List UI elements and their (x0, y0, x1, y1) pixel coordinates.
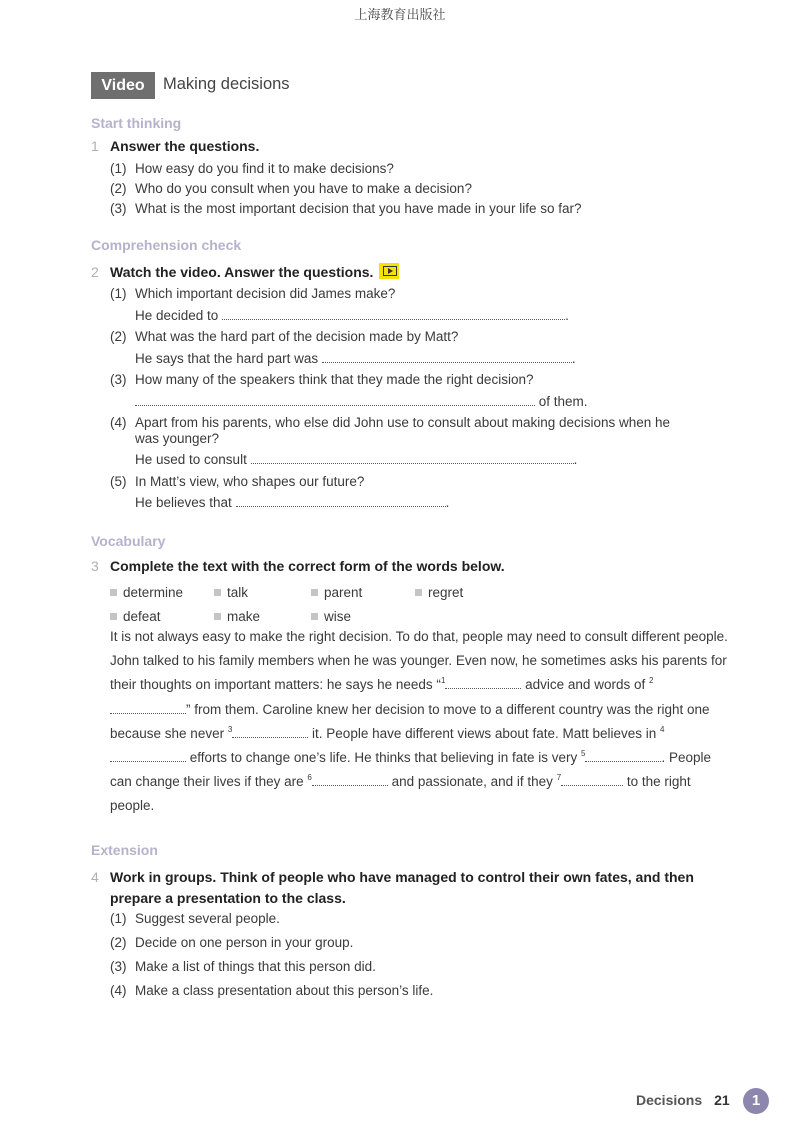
task-number: 3 (91, 558, 99, 574)
video-tag: Video (91, 72, 155, 99)
unit-number-badge: 1 (743, 1088, 769, 1114)
question: (5) In Matt’s view, who shapes our future? (110, 473, 365, 489)
task-number: 4 (91, 869, 99, 885)
section-heading-start-thinking: Start thinking (91, 115, 182, 131)
answer-line: of them. (110, 391, 730, 413)
step: (3) Make a list of things that this person did. (110, 959, 376, 974)
publisher-header: 上海教育出版社 (354, 8, 446, 23)
page-title: Making decisions (163, 75, 290, 93)
word-bank-item: make (214, 605, 311, 629)
word-bank-item: talk (214, 581, 311, 605)
question: (2) Who do you consult when you have to make a decision? (110, 181, 472, 196)
answer-line: He believes that . (135, 495, 450, 510)
answer-line: He decided to . (135, 307, 569, 323)
answer-line: He says that the hard part was . (135, 350, 576, 366)
task-instruction: Complete the text with the correct form of the words below. (110, 558, 505, 574)
task-4 (91, 867, 694, 909)
question: (3) What is the most important decision that you have made in your life so far? (110, 201, 582, 216)
page-number: 21 (714, 1092, 730, 1108)
section-heading-comprehension: Comprehension check (91, 237, 242, 253)
question: (1) Which important decision did James make? (110, 286, 396, 301)
answer-blank[interactable] (251, 451, 574, 464)
question: (2) What was the hard part of the decision made by Matt? (110, 329, 459, 344)
answer-blank[interactable] (236, 494, 446, 507)
answer-blank[interactable] (135, 393, 535, 406)
word-bank-item: defeat (110, 605, 214, 629)
page-footer (636, 1092, 730, 1108)
video-icon[interactable] (379, 263, 399, 279)
task-number: 2 (91, 264, 99, 280)
cloze-blank-6[interactable] (312, 773, 388, 786)
question: (1) How easy do you find it to make decisions? (110, 161, 394, 176)
word-bank-item: regret (415, 581, 519, 605)
cloze-blank-1[interactable] (445, 676, 521, 689)
cloze-blank-7[interactable] (561, 773, 623, 786)
task-2 (91, 263, 399, 280)
word-bank-item: wise (311, 605, 415, 629)
answer-line: He used to consult . (135, 452, 578, 467)
cloze-paragraph: It is not always easy to make the right decision. To do that, people may need to consult different people. John talked to his family members when he was younger. Even now, he sometimes asks his parents for their thoughts on important matters: he says he needs “$^1$ advice and words of $^2$” from them. Caroline knew her decision to move to a different country was the right one because she never $^3$ it. People have different views about fate. Matt believes in $^4$ efforts to change one’s life. He thinks that believing in fate is very $^5$ . People can change their lives if they are $^6$ and passionate, and if they $^7$ to the right people. (110, 629, 728, 814)
cloze-blank-2[interactable] (110, 701, 186, 714)
word-bank (110, 581, 610, 629)
section-heading-vocabulary: Vocabulary (91, 533, 166, 549)
answer-blank[interactable] (322, 350, 572, 363)
question-continued: was younger? (135, 431, 220, 446)
unit-name: Decisions (636, 1092, 703, 1108)
question: (4) Apart from his parents, who else did John use to consult about making decisions when he (110, 415, 671, 430)
step: (4) Make a class presentation about this person’s life. (110, 983, 434, 998)
task-instruction: Watch the video. Answer the questions. (110, 264, 374, 280)
question: (3) How many of the speakers think that they made the right decision? (110, 372, 534, 387)
task-2-questions (110, 283, 730, 514)
task-3 (91, 558, 505, 574)
word-bank-item: determine (110, 581, 214, 605)
task-number: 1 (91, 138, 99, 154)
cloze-blank-3[interactable] (232, 725, 308, 738)
task-1-questions (110, 159, 730, 219)
task-instruction: Answer the questions. (110, 138, 260, 154)
step: (2) Decide on one person in your group. (110, 935, 354, 950)
task-4-steps (110, 907, 730, 1003)
step: (1) Suggest several people. (110, 911, 280, 926)
answer-blank[interactable] (222, 307, 565, 320)
section-heading-extension: Extension (91, 842, 158, 858)
cloze-blank-5[interactable] (585, 749, 661, 762)
task-instruction-continued: prepare a presentation to the class. (110, 890, 346, 906)
word-bank-item: parent (311, 581, 415, 605)
task-instruction: Work in groups. Think of people who have managed to control their own fates, and then (110, 869, 694, 885)
cloze-blank-4[interactable] (110, 749, 186, 762)
task-1 (91, 138, 259, 154)
